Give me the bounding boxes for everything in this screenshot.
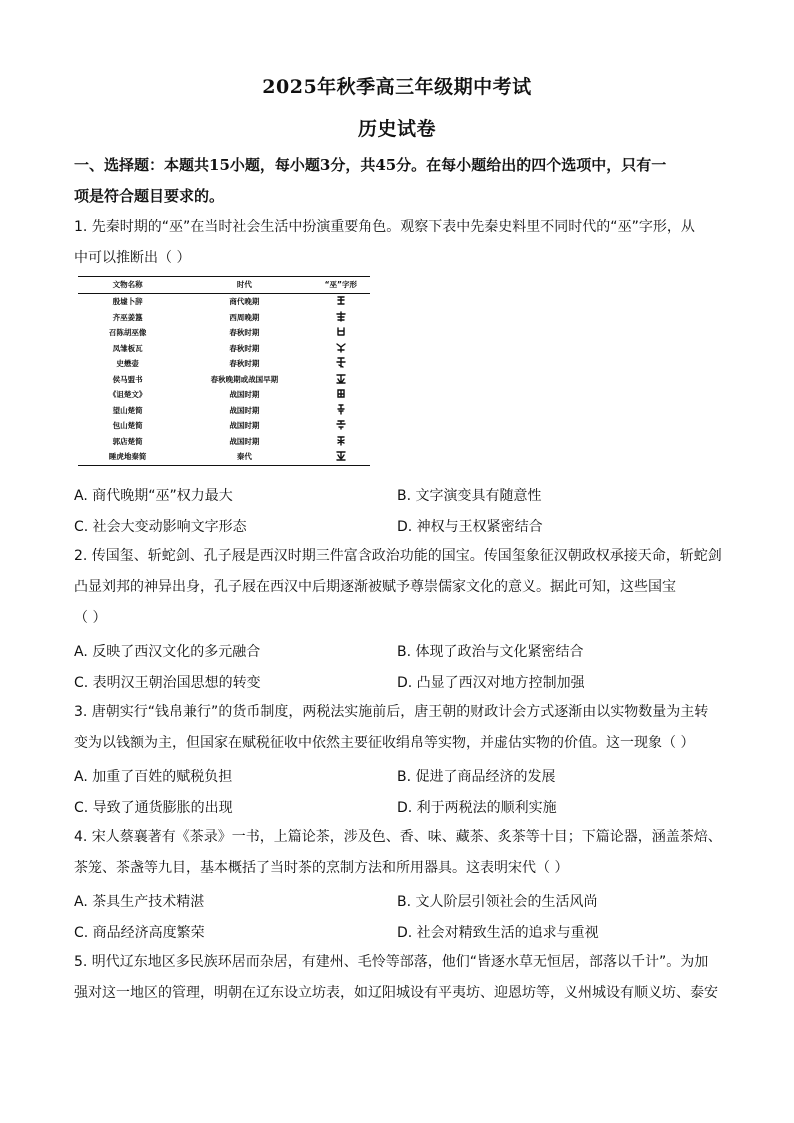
table-cell-name: 郭店楚简 (112, 436, 143, 446)
table-cell-name: 召陈胡巫像 (108, 328, 147, 338)
q4-option-d[interactable]: D. 社会对精致生活的追求与重视 (397, 925, 599, 941)
wu-character-glyph-icon (336, 435, 346, 446)
question-2-line2: 凸显刘邦的神异出身，孔子屐在西汉中后期逐渐被赋予尊崇儒家文化的意义。据此可知，这些国宝 (74, 579, 676, 595)
q4-option-a[interactable]: A. 茶具生产技术精湛 (74, 894, 205, 910)
table-cell-era: 秦代 (177, 449, 311, 465)
table-cell-era: 战国时期 (229, 436, 260, 446)
wu-character-glyph-icon (336, 404, 346, 415)
table-row (78, 434, 370, 450)
table-cell-glyph (312, 387, 370, 403)
question-5-line1: 5. 明代辽东地区多民族环居而杂居，有建州、毛怜等部落，他们“皆逐水草无恒居，部落以千计”。为加 (74, 954, 709, 970)
table-header-era: 时代 (177, 276, 311, 294)
q1-option-a[interactable]: A. 商代晚期“巫”权力最大 (74, 488, 233, 504)
table-row (78, 310, 370, 326)
table-cell-era: 战国时期 (229, 421, 260, 431)
question-5-line2: 强对这一地区的管理，明朝在辽东设立坊表，如辽阳城设有平夷坊、迎恩坊等，义州城设有顺义坊、泰安 (74, 985, 718, 1001)
section-heading (74, 150, 726, 212)
table-cell-glyph (312, 403, 370, 419)
table-cell-name: 《诅楚文》 (108, 390, 147, 400)
table-row (78, 418, 370, 434)
question-4-line1: 4. 宋人蔡襄著有《茶录》一书，上篇论茶，涉及色、香、味、藏茶、炙茶等十目；下篇论器，涵盖茶焙、 (74, 829, 722, 845)
table-row (78, 356, 370, 372)
wu-character-glyph-icon (336, 311, 346, 322)
q1-option-d[interactable]: D. 神权与王权紧密结合 (397, 519, 543, 535)
table-cell-glyph (312, 372, 370, 388)
q3-option-a[interactable]: A. 加重了百姓的赋税负担 (74, 769, 233, 785)
table-cell-era: 商代晚期 (229, 297, 260, 307)
question-1-line1: 1. 先秦时期的“巫”在当时社会生活中扮演重要角色。观察下表中先秦史料里不同时代的“巫”字形，从 (74, 219, 695, 235)
table-cell-era: 春秋时期 (229, 343, 260, 353)
q1-option-b[interactable]: B. 文字演变具有随意性 (397, 488, 542, 504)
question-1-line2: 中可以推断出（ ） (74, 250, 191, 266)
table-cell-name: 包山楚简 (112, 421, 143, 431)
table-cell-name: 史懋壶 (116, 359, 139, 369)
table-cell-era: 战国时期 (229, 405, 260, 415)
wu-glyph-table (78, 276, 370, 466)
question-3-stem (74, 697, 726, 759)
question-1-stem (74, 212, 726, 274)
q4-option-c[interactable]: C. 商品经济高度繁荣 (74, 925, 205, 941)
question-4-stem (74, 822, 726, 884)
section-heading-line2: 项是符合题目要求的。 (74, 187, 225, 205)
question-3-line1: 3. 唐朝实行“钱帛兼行”的货币制度，两税法实施前后，唐王朝的财政计会方式逐渐由以实物数量为主转 (74, 704, 709, 720)
table-cell-era: 战国时期 (229, 390, 260, 400)
table-cell-glyph (312, 449, 370, 465)
table-cell-era: 春秋时期 (229, 328, 260, 338)
exam-title: 2025年秋季高三年级期中考试 (262, 76, 532, 98)
table-cell-era: 春秋晚期或战国早期 (210, 374, 279, 384)
question-4-line2: 茶笼、茶盏等九目，基本概括了当时茶的烹制方法和所用器具。这表明宋代（ ） (74, 860, 569, 876)
table-row (78, 387, 370, 403)
table-row (78, 294, 370, 310)
table-cell-name: 望山楚简 (112, 405, 143, 415)
question-3-line2: 变为以钱额为主，但国家在赋税征收中依然主要征收绢帛等实物，并虚估实物的价值。这一现象（ ） (74, 735, 695, 751)
section-heading-line1: 一、选择题：本题共15小题，每小题3分，共45分。在每小题给出的四个选项中，只有一 (74, 156, 667, 174)
table-cell-glyph (312, 294, 370, 310)
table-header-glyph: “巫”字形 (312, 276, 370, 294)
table-cell-glyph (312, 310, 370, 326)
table-cell-glyph (312, 356, 370, 372)
table-cell-glyph (312, 325, 370, 341)
table-row (78, 403, 370, 419)
question-2-stem (74, 541, 726, 634)
table-cell-glyph (312, 418, 370, 434)
q3-option-c[interactable]: C. 导致了通货膨胀的出现 (74, 800, 233, 816)
question-2-line1: 2. 传国玺、斩蛇剑、孔子屐是西汉时期三件富含政治功能的国宝。传国玺象征汉朝政权承接天命，斩蛇剑 (74, 548, 722, 564)
table-cell-glyph (312, 434, 370, 450)
q2-option-b[interactable]: B. 体现了政治与文化紧密结合 (397, 644, 584, 660)
table-row (78, 341, 370, 357)
q3-option-d[interactable]: D. 利于两税法的顺利实施 (397, 800, 557, 816)
question-5-stem (74, 947, 726, 1009)
q4-option-b[interactable]: B. 文人阶层引领社会的生活风尚 (397, 894, 598, 910)
q2-option-c[interactable]: C. 表明汉王朝治国思想的转变 (74, 675, 261, 691)
wu-character-glyph-icon (336, 295, 346, 306)
wu-character-glyph-icon (336, 388, 346, 399)
q2-option-a[interactable]: A. 反映了西汉文化的多元融合 (74, 644, 261, 660)
table-cell-name: 凤雏板瓦 (112, 343, 143, 353)
question-2-line3: （ ） (74, 610, 107, 626)
table-cell-name: 殷墟卜辞 (112, 297, 143, 307)
q2-option-d[interactable]: D. 凸显了西汉对地方控制加强 (397, 675, 585, 691)
wu-character-glyph-icon (336, 342, 346, 353)
table-cell-era: 西周晚期 (229, 312, 260, 322)
q1-option-c[interactable]: C. 社会大变动影响文字形态 (74, 519, 247, 535)
table-row (78, 449, 370, 465)
q3-option-b[interactable]: B. 促进了商品经济的发展 (397, 769, 556, 785)
wu-character-glyph-icon (336, 326, 346, 337)
table-cell-name: 齐巫姜簋 (112, 312, 143, 322)
table-cell-era: 春秋时期 (229, 359, 260, 369)
wu-character-glyph-icon (336, 373, 346, 384)
wu-character-glyph-icon (336, 450, 346, 461)
table-cell-name: 侯马盟书 (112, 374, 143, 384)
table-header-row (78, 276, 370, 294)
table-header-name: 文物名称 (78, 276, 177, 294)
exam-subtitle: 历史试卷 (357, 118, 436, 140)
table-row (78, 325, 370, 341)
wu-character-glyph-icon (336, 419, 346, 430)
table-row (78, 372, 370, 388)
wu-character-glyph-icon (336, 357, 346, 368)
table-cell-name: 睡虎地秦简 (78, 449, 177, 465)
table-cell-glyph (312, 341, 370, 357)
